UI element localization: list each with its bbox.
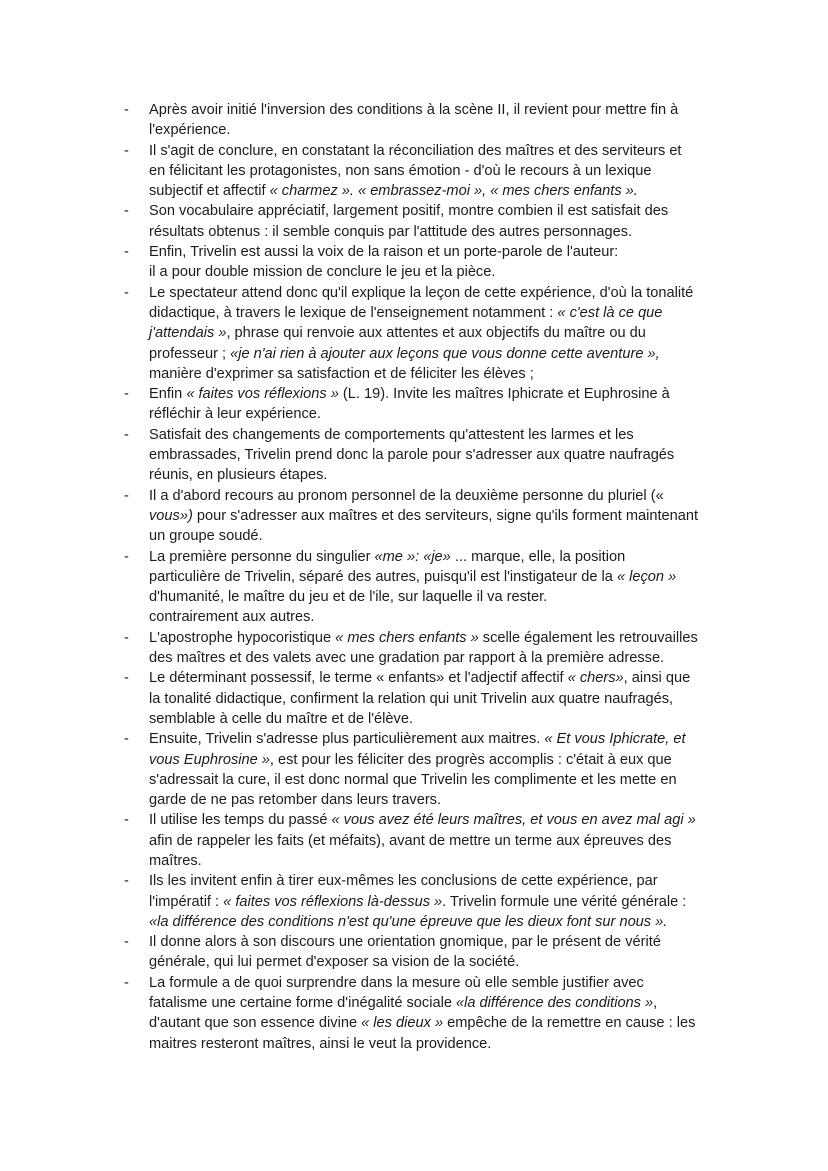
text-line (149, 181, 734, 201)
quoted-text: «la différence des conditions » (456, 995, 654, 1012)
quoted-text: j'attendais » (149, 325, 227, 342)
text-line (149, 1034, 734, 1054)
text-line (149, 729, 734, 749)
text-segment: empêche de la remettre en cause : les (443, 1015, 696, 1032)
text-segment: Le spectateur attend donc qu'il explique la leçon de cette expérience, d'où la tonalité (149, 284, 694, 301)
text-segment: d'humanité, le maître du jeu et de l'ile, sur laquelle il va rester. (149, 589, 548, 606)
bullet-dash: - (124, 386, 129, 403)
text-segment: Ensuite, Trivelin s'adresse plus particulièrement aux maitres. (149, 731, 545, 748)
list-item (124, 384, 734, 425)
text-line (149, 364, 734, 384)
text-line (149, 141, 734, 161)
text-segment: , phrase qui renvoie aux attentes et aux objectifs du maître ou du (226, 325, 646, 342)
text-segment: La première personne du singulier (149, 548, 375, 565)
text-segment: réfléchir à leur expérience. (149, 406, 321, 423)
quoted-text: «je n'ai rien à ajouter aux leçons que vous donne cette aventure », (230, 345, 660, 362)
text-line (149, 283, 734, 303)
list-item (124, 425, 734, 486)
text-segment: maîtres. (149, 852, 202, 869)
text-line (149, 831, 734, 851)
text-segment: (L. 19). Invite les maîtres Iphicrate et Euphrosine à (338, 386, 670, 403)
bullet-dash: - (124, 548, 129, 565)
text-line (149, 952, 734, 972)
text-segment: subjectif et affectif (149, 183, 270, 200)
list-item (124, 668, 734, 729)
text-segment: Il s'agit de conclure, en constatant la réconciliation des maîtres et des serviteurs et (149, 142, 682, 159)
text-segment: contrairement aux autres. (149, 609, 315, 626)
text-line (149, 100, 734, 120)
text-segment: pour s'adresser aux maîtres et des serviteurs, signe qu'ils forment maintenant (192, 507, 699, 524)
quoted-text: « c'est là ce que (557, 304, 663, 321)
text-segment: en félicitant les protagonistes, non sans émotion - d'où le recours à un lexique (149, 162, 652, 179)
text-segment: manière d'exprimer sa satisfaction et de féliciter les élèves ; (149, 365, 534, 382)
bullet-dash: - (124, 203, 129, 220)
text-line (149, 222, 734, 242)
text-line (149, 303, 734, 323)
bullet-dash: - (124, 487, 129, 504)
text-segment: s'adressait la cure, il est donc normal que Trivelin les complimente et les mette en (149, 771, 677, 788)
text-line (149, 993, 734, 1013)
bullet-dash: - (124, 244, 129, 261)
bullet-dash: - (124, 812, 129, 829)
text-line (149, 587, 734, 607)
quoted-text: « mes chers enfants » (335, 629, 479, 646)
text-line (149, 709, 734, 729)
quoted-text: « leçon » (616, 568, 677, 585)
bullet-dash: - (124, 629, 129, 646)
text-line (149, 506, 734, 526)
text-segment: un groupe soudé. (149, 528, 263, 545)
quoted-text: « vous avez été leurs maîtres, et vous en avez mal agi » (331, 812, 696, 829)
quoted-text: « les dieux » (361, 1015, 444, 1032)
text-segment: , ainsi que (623, 670, 691, 687)
text-segment: des maîtres et des valets avec une gradation par rapport à la première adresse. (149, 650, 665, 667)
quoted-text: « Et vous Iphicrate, et (544, 731, 686, 748)
text-line (149, 810, 734, 830)
text-segment: afin de rappeler les faits (et méfaits), avant de mettre un terme aux épreuves des (149, 832, 672, 849)
list-item (124, 810, 734, 871)
text-segment: Satisfait des changements de comportements qu'attestent les larmes et les (149, 426, 634, 443)
quoted-text: «me »: «je» (374, 548, 451, 565)
text-line (149, 161, 734, 181)
text-segment: , (653, 995, 658, 1012)
text-line (149, 973, 734, 993)
list-item (124, 729, 734, 810)
text-line (149, 689, 734, 709)
list-item (124, 871, 734, 932)
text-segment: semblable à celle du maître et de l'élève. (149, 710, 413, 727)
text-segment: scelle également les retrouvailles (478, 629, 698, 646)
quoted-text: vous Euphrosine » (149, 751, 270, 768)
text-segment: il a pour double mission de conclure le jeu et la pièce. (149, 264, 496, 281)
text-segment: didactique, à travers le lexique de l'enseignement notamment : (149, 304, 558, 321)
text-line (149, 242, 734, 262)
text-line (149, 648, 734, 668)
text-segment: l'impératif : (149, 893, 224, 910)
text-line (149, 892, 734, 912)
quoted-text: « charmez ». « embrassez-moi », « mes chers enfants ». (269, 183, 638, 200)
list-item (124, 283, 734, 384)
text-line (149, 932, 734, 952)
text-segment: embrassades, Trivelin prend donc la parole pour s'adresser aux quatre naufragés (149, 447, 675, 464)
text-segment: particulière de Trivelin, séparé des autres, puisqu'il est l'instigateur de la (149, 568, 617, 585)
text-segment: Ils les invitent enfin à tirer eux-mêmes les conclusions de cette expérience, par (149, 873, 658, 890)
list-item (124, 100, 734, 141)
bullet-dash: - (124, 974, 129, 991)
text-line (149, 790, 734, 810)
text-line (149, 750, 734, 770)
text-line (149, 201, 734, 221)
list-item (124, 628, 734, 669)
text-segment: Enfin, Trivelin est aussi la voix de la raison et un porte-parole de l'auteur: (149, 244, 619, 261)
bullet-dash: - (124, 284, 129, 301)
text-line (149, 262, 734, 282)
text-line (149, 323, 734, 343)
text-segment: d'autant que son essence divine (149, 1015, 362, 1032)
bullet-dash: - (124, 670, 129, 687)
list-item (124, 201, 734, 242)
text-line (149, 120, 734, 140)
text-line (149, 1013, 734, 1033)
text-segment: générale, qui lui permet d'exposer sa vision de la société. (149, 954, 520, 971)
text-segment: Il a d'abord recours au pronom personnel de la deuxième personne du pluriel (« (149, 487, 664, 504)
bullet-dash: - (124, 142, 129, 159)
quoted-text: « faites vos réflexions là-dessus » (223, 893, 443, 910)
quoted-text: vous») (149, 507, 193, 524)
text-line (149, 465, 734, 485)
text-line (149, 445, 734, 465)
text-segment: garde de ne pas retomber dans leurs travers. (149, 792, 442, 809)
text-segment: la tonalité didactique, confirment la relation qui unit Trivelin aux quatre naufragés, (149, 690, 674, 707)
quoted-text: « chers» (567, 670, 624, 687)
text-line (149, 384, 734, 404)
quoted-text: « faites vos réflexions » (186, 386, 339, 403)
text-segment: Il donne alors à son discours une orientation gnomique, par le présent de vérité (149, 934, 661, 951)
text-line (149, 628, 734, 648)
bullet-dash: - (124, 731, 129, 748)
text-segment: maitres resteront maîtres, ainsi le veut la providence. (149, 1035, 492, 1052)
list-item (124, 547, 734, 628)
text-line (149, 404, 734, 424)
list-item (124, 973, 734, 1054)
text-segment: réunis, en plusieurs étapes. (149, 467, 328, 484)
text-line (149, 912, 734, 932)
text-segment: , est pour les féliciter des progrès accomplis : c'était à eux que (269, 751, 672, 768)
text-line (149, 486, 734, 506)
bullet-dash: - (124, 873, 129, 890)
text-line (149, 851, 734, 871)
text-segment: fatalisme une certaine forme d'inégalité sociale (149, 995, 456, 1012)
text-segment: La formule a de quoi surprendre dans la mesure où elle semble justifier avec (149, 974, 644, 991)
text-segment: résultats obtenus : il semble conquis par l'attitude des autres personnages. (149, 223, 633, 240)
text-segment: L'apostrophe hypocoristique (149, 629, 336, 646)
text-segment: Enfin (149, 386, 187, 403)
text-segment: ... marque, elle, la position (450, 548, 626, 565)
text-line (149, 526, 734, 546)
list-item (124, 486, 734, 547)
bullet-dash: - (124, 426, 129, 443)
text-line (149, 344, 734, 364)
text-segment: . Trivelin formule une vérité générale : (442, 893, 687, 910)
list-item (124, 242, 734, 283)
text-line (149, 770, 734, 790)
bullet-dash: - (124, 934, 129, 951)
text-line (149, 425, 734, 445)
text-segment: l'expérience. (149, 122, 231, 139)
list-item (124, 932, 734, 973)
bullet-dash: - (124, 102, 129, 118)
text-segment: professeur ; (149, 345, 231, 362)
quoted-text: «la différence des conditions n'est qu'une épreuve que les dieux font sur nous ». (149, 913, 668, 930)
text-line (149, 668, 734, 688)
list-item (124, 141, 734, 202)
text-segment: Le déterminant possessif, le terme « enfants» et l'adjectif affectif (149, 670, 568, 687)
text-segment: Après avoir initié l'inversion des conditions à la scène II, il revient pour mettre fin à (149, 102, 679, 118)
text-line (149, 871, 734, 891)
text-line (149, 607, 734, 627)
bullet-list (124, 100, 734, 1054)
text-segment: Son vocabulaire appréciatif, largement positif, montre combien il est satisfait des (149, 203, 669, 220)
text-line (149, 547, 734, 567)
text-line (149, 567, 734, 587)
text-segment: Il utilise les temps du passé (149, 812, 332, 829)
